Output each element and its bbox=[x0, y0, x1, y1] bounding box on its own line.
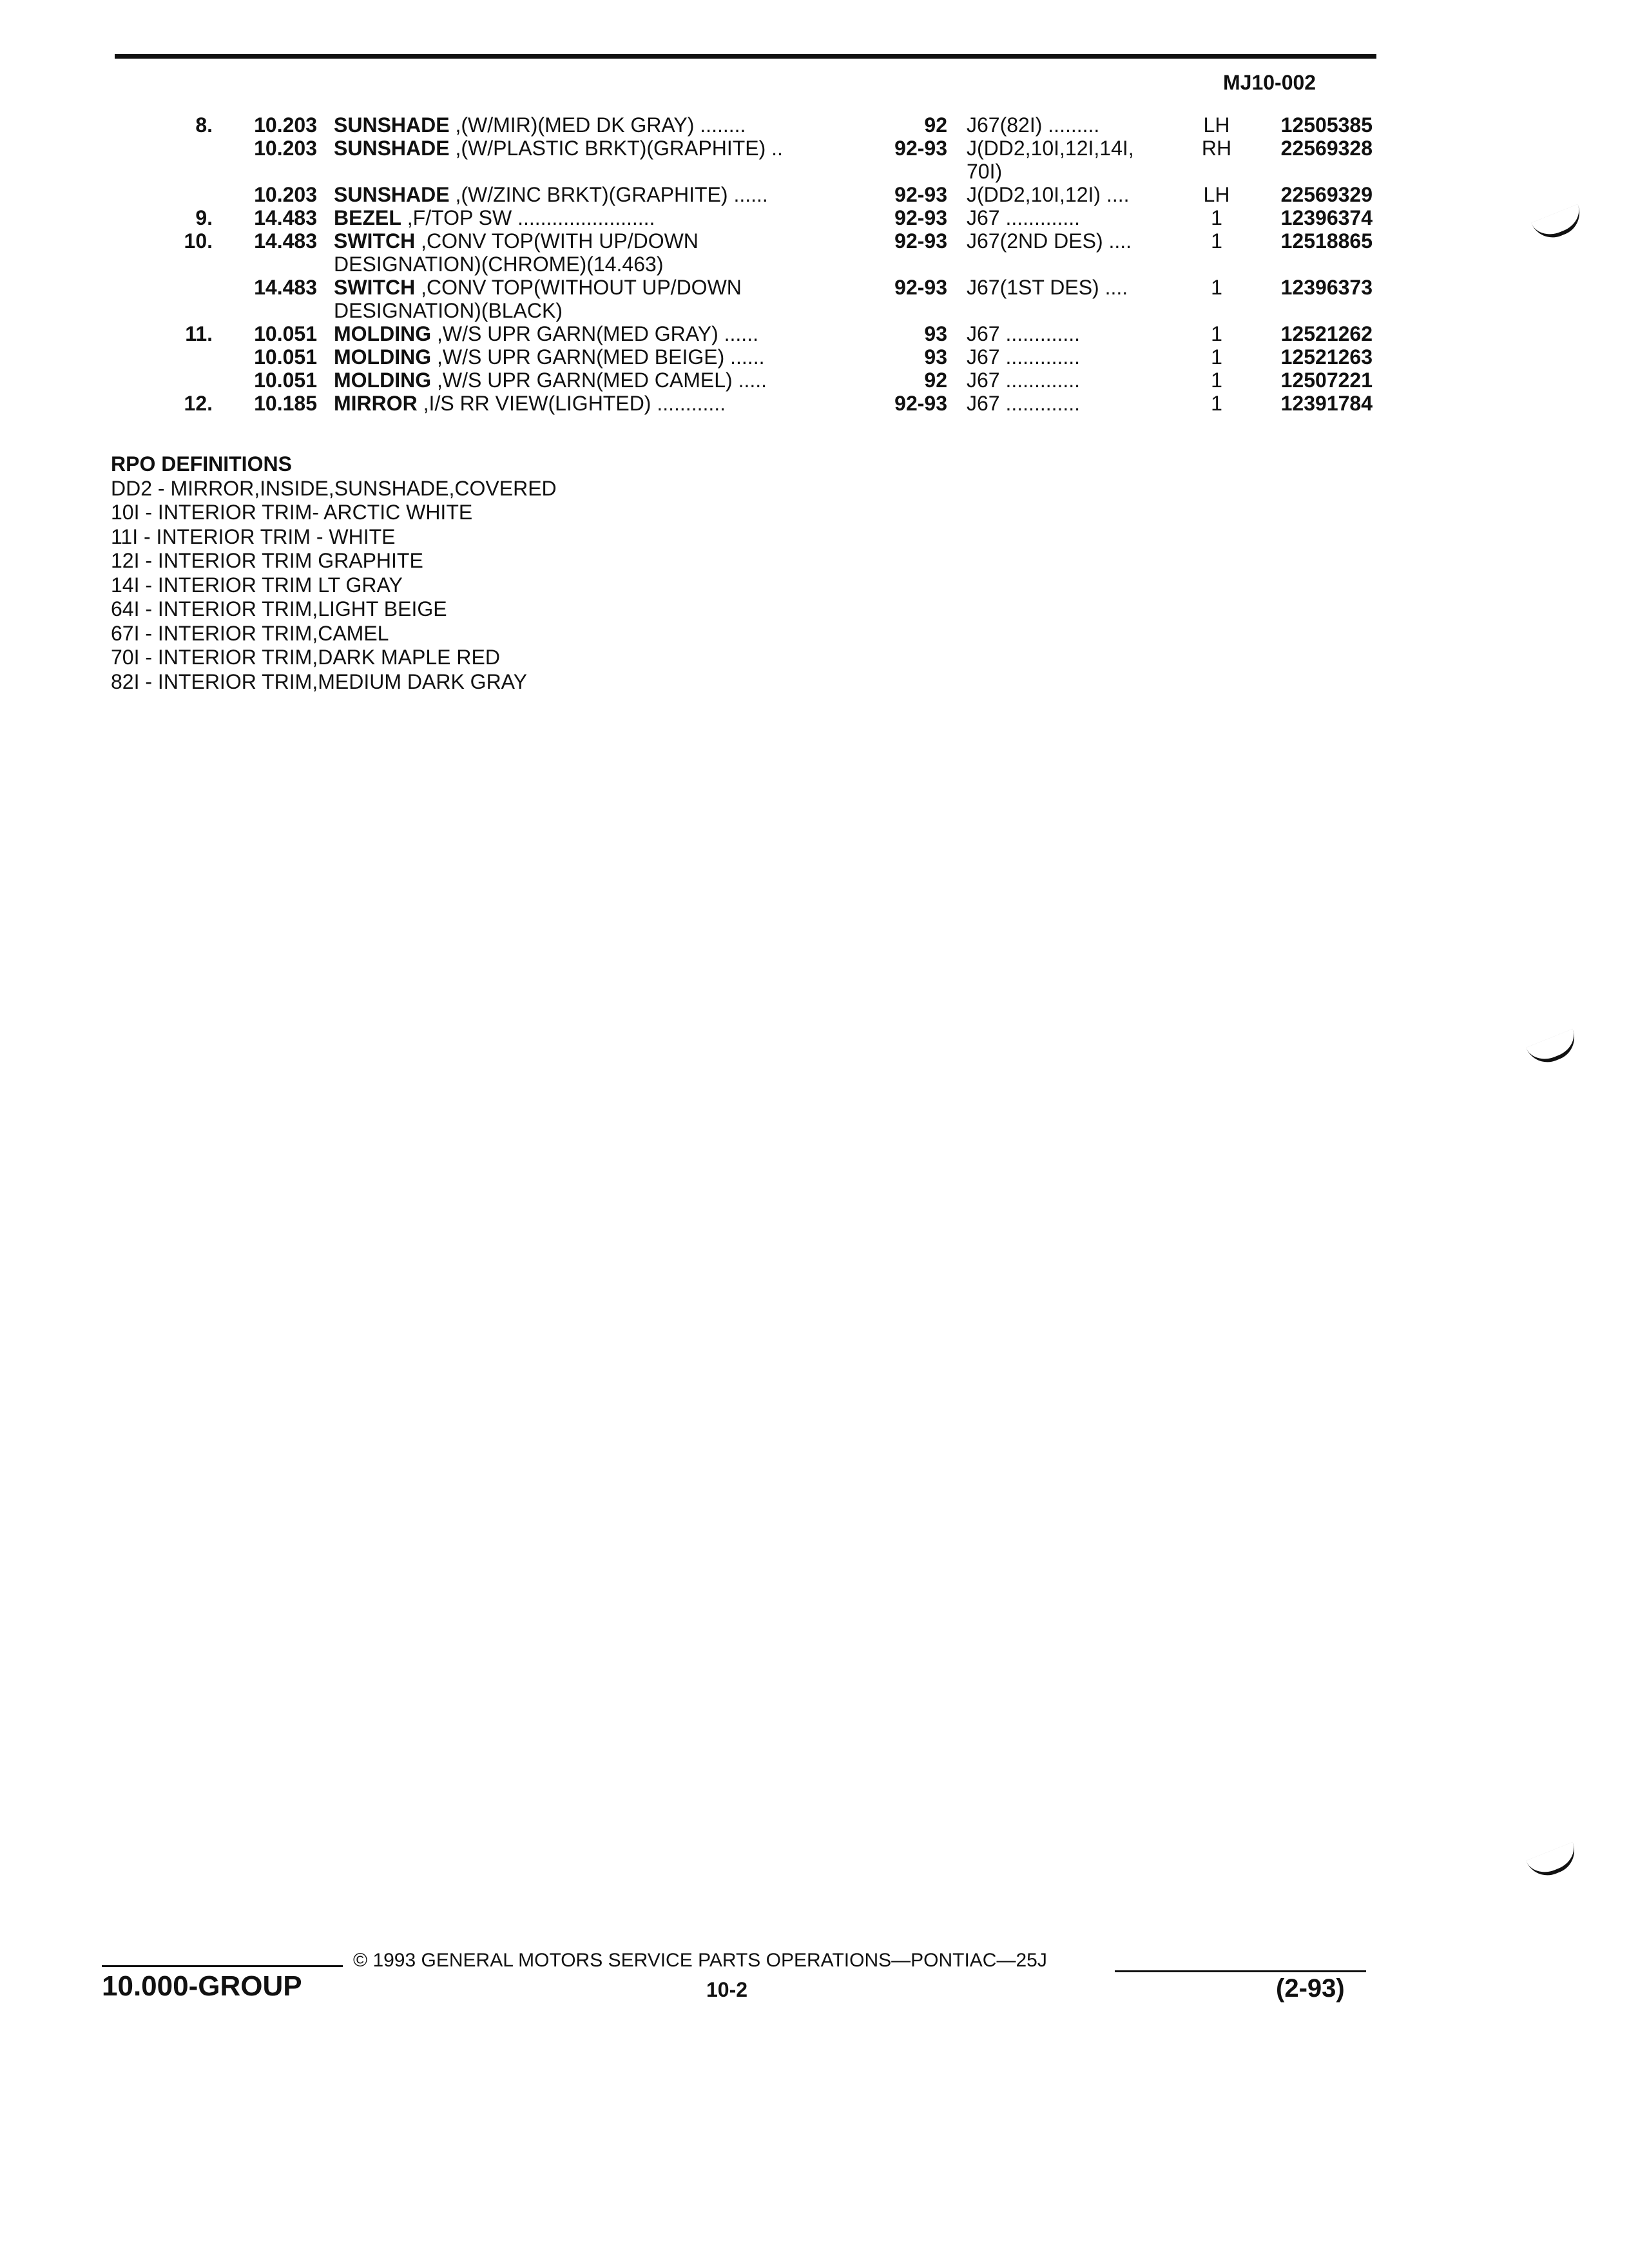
group-number: 14.483 bbox=[254, 229, 317, 253]
part-description bbox=[334, 392, 867, 415]
usage-code bbox=[967, 322, 1190, 345]
copyright-notice: © 1993 GENERAL MOTORS SERVICE PARTS OPERATIONS—PONTIAC—25J bbox=[353, 1950, 1047, 1971]
footer-rule bbox=[102, 1965, 343, 1967]
part-number: 12391784 bbox=[1280, 392, 1373, 415]
usage-text: J67(82I) ......... bbox=[967, 113, 1100, 137]
table-row bbox=[0, 369, 1629, 392]
part-detail: ,W/S UPR GARN(MED GRAY) ...... bbox=[431, 322, 758, 345]
part-number: 22569329 bbox=[1280, 183, 1373, 206]
binder-hole-mark bbox=[1526, 1029, 1581, 1070]
model-years: 92-93 bbox=[894, 137, 947, 160]
usage-code bbox=[967, 392, 1190, 415]
usage-text: J(DD2,10I,12I) .... bbox=[967, 183, 1130, 206]
part-name: SUNSHADE bbox=[334, 137, 450, 160]
model-years: 92 bbox=[924, 369, 947, 392]
part-description bbox=[334, 229, 867, 276]
usage-text: J67(2ND DES) .... bbox=[967, 229, 1132, 253]
rpo-item: 11I - INTERIOR TRIM - WHITE bbox=[111, 524, 396, 548]
usage-code bbox=[967, 137, 1190, 183]
part-name: SUNSHADE bbox=[334, 113, 450, 137]
rpo-item: 67I - INTERIOR TRIM,CAMEL bbox=[111, 621, 389, 645]
part-number: 12505385 bbox=[1280, 113, 1373, 137]
quantity: LH bbox=[1203, 113, 1230, 137]
part-detail: ,F/TOP SW ........................ bbox=[401, 206, 655, 229]
part-description bbox=[334, 322, 867, 345]
usage-code bbox=[967, 113, 1190, 137]
part-detail-continued: DESIGNATION)(CHROME)(14.463) bbox=[334, 253, 664, 276]
part-number: 12396373 bbox=[1280, 276, 1373, 299]
quantity: 1 bbox=[1211, 276, 1222, 299]
table-row bbox=[0, 229, 1629, 276]
part-detail: ,I/S RR VIEW(LIGHTED) ............ bbox=[417, 392, 726, 415]
part-number: 12521263 bbox=[1280, 345, 1373, 369]
part-detail: ,CONV TOP(WITHOUT UP/DOWN bbox=[415, 276, 742, 299]
quantity: 1 bbox=[1211, 229, 1222, 253]
item-number: 12. bbox=[184, 392, 213, 415]
part-name: MIRROR bbox=[334, 392, 418, 415]
part-name: MOLDING bbox=[334, 369, 432, 392]
rpo-definitions bbox=[111, 452, 557, 694]
parts-list bbox=[0, 113, 1629, 415]
part-description bbox=[334, 183, 867, 206]
part-name: SUNSHADE bbox=[334, 183, 450, 206]
rpo-title: RPO DEFINITIONS bbox=[111, 452, 292, 476]
page-code: MJ10-002 bbox=[1223, 71, 1316, 94]
model-years: 92 bbox=[924, 113, 947, 137]
part-detail: ,(W/MIR)(MED DK GRAY) ........ bbox=[449, 113, 746, 137]
part-description bbox=[334, 369, 867, 392]
model-years: 92-93 bbox=[894, 229, 947, 253]
part-description bbox=[334, 137, 867, 160]
usage-text: J67 ............. bbox=[967, 322, 1081, 345]
rpo-item: 70I - INTERIOR TRIM,DARK MAPLE RED bbox=[111, 646, 500, 669]
group-number: 10.051 bbox=[254, 369, 317, 392]
part-description bbox=[334, 345, 867, 369]
part-number: 22569328 bbox=[1280, 137, 1373, 160]
quantity: 1 bbox=[1211, 322, 1222, 345]
part-description bbox=[334, 206, 867, 229]
group-number: 10.203 bbox=[254, 137, 317, 160]
item-number: 9. bbox=[195, 206, 213, 229]
usage-text: J(DD2,10I,12I,14I, bbox=[967, 137, 1134, 160]
usage-code bbox=[967, 369, 1190, 392]
table-row bbox=[0, 137, 1629, 183]
model-years: 92-93 bbox=[894, 183, 947, 206]
table-row bbox=[0, 276, 1629, 322]
revision-date: (2-93) bbox=[1276, 1974, 1345, 2003]
usage-code bbox=[967, 229, 1190, 253]
model-years: 92-93 bbox=[894, 206, 947, 229]
usage-code bbox=[967, 206, 1190, 229]
table-row bbox=[0, 113, 1629, 137]
usage-text: J67 ............. bbox=[967, 392, 1081, 415]
page-number: 10-2 bbox=[706, 1978, 748, 2001]
rpo-item: 10I - INTERIOR TRIM- ARCTIC WHITE bbox=[111, 501, 473, 524]
model-years: 92-93 bbox=[894, 392, 947, 415]
usage-text: J67 ............. bbox=[967, 345, 1081, 369]
item-number: 10. bbox=[184, 229, 213, 253]
usage-code bbox=[967, 276, 1190, 299]
group-label: 10.000-GROUP bbox=[102, 1970, 302, 2002]
top-rule bbox=[115, 54, 1376, 59]
part-detail: ,W/S UPR GARN(MED BEIGE) ...... bbox=[431, 345, 765, 369]
part-detail: ,CONV TOP(WITH UP/DOWN bbox=[415, 229, 699, 253]
part-detail: ,(W/ZINC BRKT)(GRAPHITE) ...... bbox=[449, 183, 768, 206]
group-number: 14.483 bbox=[254, 206, 317, 229]
usage-text: J67 ............. bbox=[967, 369, 1081, 392]
quantity: 1 bbox=[1211, 369, 1222, 392]
rpo-item: DD2 - MIRROR,INSIDE,SUNSHADE,COVERED bbox=[111, 476, 557, 500]
model-years: 93 bbox=[924, 322, 947, 345]
quantity: 1 bbox=[1211, 345, 1222, 369]
table-row bbox=[0, 392, 1629, 415]
group-number: 10.203 bbox=[254, 183, 317, 206]
table-row bbox=[0, 322, 1629, 345]
group-number: 14.483 bbox=[254, 276, 317, 299]
model-years: 92-93 bbox=[894, 276, 947, 299]
part-description bbox=[334, 276, 867, 322]
rpo-item: 14I - INTERIOR TRIM LT GRAY bbox=[111, 573, 403, 597]
part-name: BEZEL bbox=[334, 206, 401, 229]
part-number: 12396374 bbox=[1280, 206, 1373, 229]
group-number: 10.051 bbox=[254, 345, 317, 369]
usage-text: J67(1ST DES) .... bbox=[967, 276, 1128, 299]
part-name: SWITCH bbox=[334, 276, 416, 299]
usage-text-continued: 70I) bbox=[967, 160, 1003, 183]
usage-code bbox=[967, 183, 1190, 206]
group-number: 10.203 bbox=[254, 113, 317, 137]
table-row bbox=[0, 345, 1629, 369]
part-number: 12521262 bbox=[1280, 322, 1373, 345]
quantity: RH bbox=[1201, 137, 1232, 160]
table-row bbox=[0, 183, 1629, 206]
quantity: 1 bbox=[1211, 206, 1222, 229]
group-number: 10.051 bbox=[254, 322, 317, 345]
item-number: 8. bbox=[195, 113, 213, 137]
part-number: 12518865 bbox=[1280, 229, 1373, 253]
part-number: 12507221 bbox=[1280, 369, 1373, 392]
part-detail: ,(W/PLASTIC BRKT)(GRAPHITE) .. bbox=[449, 137, 783, 160]
part-name: SWITCH bbox=[334, 229, 416, 253]
usage-code bbox=[967, 345, 1190, 369]
part-detail-continued: DESIGNATION)(BLACK) bbox=[334, 299, 563, 322]
item-number: 11. bbox=[185, 322, 213, 345]
part-detail: ,W/S UPR GARN(MED CAMEL) ..... bbox=[431, 369, 767, 392]
quantity: LH bbox=[1203, 183, 1230, 206]
rpo-item: 12I - INTERIOR TRIM GRAPHITE bbox=[111, 549, 423, 572]
table-row bbox=[0, 206, 1629, 229]
binder-hole-mark bbox=[1526, 1842, 1581, 1883]
model-years: 93 bbox=[924, 345, 947, 369]
rpo-item: 64I - INTERIOR TRIM,LIGHT BEIGE bbox=[111, 597, 447, 620]
part-name: MOLDING bbox=[334, 322, 432, 345]
quantity: 1 bbox=[1211, 392, 1222, 415]
rpo-item: 82I - INTERIOR TRIM,MEDIUM DARK GRAY bbox=[111, 669, 527, 693]
footer-rule bbox=[1115, 1970, 1366, 1972]
part-description bbox=[334, 113, 867, 137]
group-number: 10.185 bbox=[254, 392, 317, 415]
usage-text: J67 ............. bbox=[967, 206, 1081, 229]
part-name: MOLDING bbox=[334, 345, 432, 369]
